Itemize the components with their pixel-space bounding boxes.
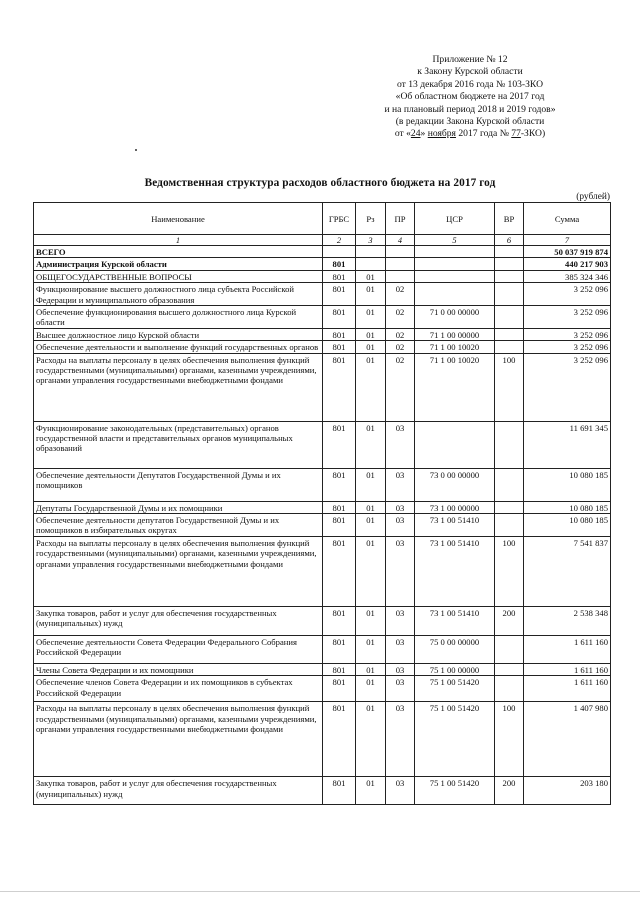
cell-name: Обеспечение функционирования высшего должностного лица Курской области	[34, 306, 323, 329]
col-number: 6	[495, 235, 524, 246]
cell-pr	[386, 258, 415, 270]
cell-name: Расходы на выплаты персоналу в целях обеспечения выполнения функций государственными (муниципальными) органами, казенными учреждениями, органами управления государственными внебюджетными фондами	[34, 702, 323, 777]
appendix-line: Приложение № 12	[432, 54, 508, 65]
cell-grbs: 801	[323, 676, 356, 702]
appendix-line: (в редакции Закона Курской области	[395, 116, 545, 128]
cell-grbs: 801	[323, 421, 356, 468]
cell-pr: 03	[386, 536, 415, 606]
cell-sum: 3 252 096	[524, 283, 611, 306]
cell-grbs: 801	[323, 663, 356, 675]
table-row	[34, 306, 611, 329]
col-header-pr: ПР	[386, 203, 415, 235]
table-row	[34, 777, 611, 805]
cell-grbs: 801	[323, 258, 356, 270]
cell-sum: 50 037 919 874	[524, 246, 611, 258]
cell-csr	[415, 421, 495, 468]
cell-name: Депутаты Государственной Думы и их помощники	[34, 501, 323, 513]
cell-vr: 100	[495, 353, 524, 421]
cell-grbs: 801	[323, 270, 356, 282]
cell-csr	[415, 246, 495, 258]
table-row	[34, 676, 611, 702]
table-row	[34, 341, 611, 353]
cell-grbs: 801	[323, 501, 356, 513]
cell-grbs: 801	[323, 353, 356, 421]
cell-vr	[495, 328, 524, 340]
cell-grbs: 801	[323, 514, 356, 537]
cell-pr: 03	[386, 606, 415, 635]
cell-rz: 01	[356, 468, 386, 501]
table-row	[34, 258, 611, 270]
cell-vr	[495, 501, 524, 513]
cell-pr: 03	[386, 514, 415, 537]
cell-name: Обеспечение деятельности Депутатов Государственной Думы и их помощников	[34, 468, 323, 501]
table-row	[34, 468, 611, 501]
table-row	[34, 606, 611, 635]
cell-sum: 11 691 345	[524, 421, 611, 468]
cell-pr: 02	[386, 353, 415, 421]
col-header-vr: ВР	[495, 203, 524, 235]
table-body	[34, 246, 611, 805]
cell-rz: 01	[356, 283, 386, 306]
cell-csr: 73 0 00 00000	[415, 468, 495, 501]
cell-vr	[495, 283, 524, 306]
cell-grbs: 801	[323, 306, 356, 329]
cell-rz: 01	[356, 501, 386, 513]
col-header-csr: ЦСР	[415, 203, 495, 235]
scan-speck	[135, 149, 137, 151]
appendix-line: «Об областном бюджете на 2017 год	[395, 91, 545, 103]
cell-csr	[415, 283, 495, 306]
cell-grbs: 801	[323, 606, 356, 635]
expenditure-table	[33, 202, 611, 805]
cell-sum: 1 611 160	[524, 663, 611, 675]
cell-name: Обеспечение деятельности Совета Федерации Федерального Собрания Российской Федерации	[34, 635, 323, 663]
table-row	[34, 702, 611, 777]
cell-pr: 02	[386, 306, 415, 329]
cell-grbs: 801	[323, 777, 356, 805]
cell-rz: 01	[356, 270, 386, 282]
cell-rz	[356, 246, 386, 258]
cell-name: Расходы на выплаты персоналу в целях обеспечения выполнения функций государственными (муниципальными) органами, казенными учреждениями, органами управления государственными внебюджетными фондами	[34, 536, 323, 606]
cell-vr	[495, 663, 524, 675]
cell-sum: 10 080 185	[524, 501, 611, 513]
cell-vr	[495, 635, 524, 663]
cell-pr: 02	[386, 283, 415, 306]
cell-grbs: 801	[323, 536, 356, 606]
cell-name: Закупка товаров, работ и услуг для обеспечения государственных (муниципальных) нужд	[34, 777, 323, 805]
cell-csr: 75 1 00 51420	[415, 676, 495, 702]
cell-name: Обеспечение деятельности депутатов Государственной Думы и их помощников в избирательных округах	[34, 514, 323, 537]
table-row	[34, 421, 611, 468]
cell-pr: 03	[386, 702, 415, 777]
cell-vr	[495, 514, 524, 537]
table-header-row	[34, 203, 611, 235]
cell-csr: 71 1 00 10020	[415, 341, 495, 353]
col-number: 5	[415, 235, 495, 246]
cell-rz: 01	[356, 306, 386, 329]
col-number: 2	[323, 235, 356, 246]
cell-csr: 71 0 00 00000	[415, 306, 495, 329]
cell-grbs: 801	[323, 702, 356, 777]
cell-sum: 3 252 096	[524, 341, 611, 353]
edition-prefix: от «	[394, 128, 411, 140]
edition-day: 24	[410, 128, 421, 140]
cell-name: Закупка товаров, работ и услуг для обеспечения государственных (муниципальных) нужд	[34, 606, 323, 635]
cell-csr: 73 1 00 00000	[415, 501, 495, 513]
col-header-name: Наименование	[34, 203, 323, 235]
cell-sum: 1 611 160	[524, 676, 611, 702]
table-row	[34, 283, 611, 306]
cell-vr	[495, 421, 524, 468]
cell-name: Функционирование законодательных (представительных) органов государственной власти и представительных органов муниципальных образований	[34, 421, 323, 468]
cell-grbs: 801	[323, 468, 356, 501]
col-number: 4	[386, 235, 415, 246]
cell-csr: 75 1 00 51420	[415, 777, 495, 805]
cell-name: Функционирование высшего должностного лица субъекта Российской Федерации и муниципального образования	[34, 283, 323, 306]
cell-csr: 73 1 00 51410	[415, 514, 495, 537]
cell-pr: 03	[386, 777, 415, 805]
cell-sum: 3 252 096	[524, 353, 611, 421]
cell-csr: 75 0 00 00000	[415, 635, 495, 663]
cell-vr: 200	[495, 777, 524, 805]
edition-month: ноября	[427, 128, 456, 140]
table-row	[34, 270, 611, 282]
cell-sum: 203 180	[524, 777, 611, 805]
cell-csr	[415, 270, 495, 282]
edition-year: 2017 года №	[455, 128, 512, 140]
cell-grbs: 801	[323, 283, 356, 306]
cell-sum: 1 611 160	[524, 635, 611, 663]
edition-suffix: -ЗКО)	[520, 128, 546, 140]
page-bottom-edge	[0, 891, 640, 892]
cell-rz: 01	[356, 514, 386, 537]
cell-name: ОБЩЕГОСУДАРСТВЕННЫЕ ВОПРОСЫ	[34, 270, 323, 282]
appendix-line: к Закону Курской области	[417, 66, 523, 78]
cell-pr	[386, 270, 415, 282]
cell-rz: 01	[356, 341, 386, 353]
cell-vr	[495, 306, 524, 329]
cell-vr	[495, 468, 524, 501]
col-header-grbs: ГРБС	[323, 203, 356, 235]
cell-vr	[495, 270, 524, 282]
cell-pr: 03	[386, 421, 415, 468]
table-row	[34, 246, 611, 258]
cell-csr: 73 1 00 51410	[415, 606, 495, 635]
cell-rz: 01	[356, 676, 386, 702]
cell-grbs: 801	[323, 341, 356, 353]
cell-name: Расходы на выплаты персоналу в целях обеспечения выполнения функций государственными (муниципальными) органами, казенными учреждениями, органами управления государственными внебюджетными фондами	[34, 353, 323, 421]
cell-sum: 7 541 837	[524, 536, 611, 606]
cell-sum: 1 407 980	[524, 702, 611, 777]
appendix-line: и на плановый период 2018 и 2019 годов»	[384, 103, 556, 115]
cell-sum: 10 080 185	[524, 514, 611, 537]
cell-pr: 03	[386, 468, 415, 501]
col-header-rz: Рз	[356, 203, 386, 235]
cell-grbs: 801	[323, 635, 356, 663]
table-row	[34, 328, 611, 340]
col-number: 1	[34, 235, 323, 246]
col-header-sum: Сумма	[524, 203, 611, 235]
edition-number: 77	[511, 128, 521, 140]
cell-sum: 2 538 348	[524, 606, 611, 635]
cell-csr: 73 1 00 51410	[415, 536, 495, 606]
cell-pr: 03	[386, 676, 415, 702]
table-row	[34, 635, 611, 663]
cell-vr: 100	[495, 702, 524, 777]
table-row	[34, 501, 611, 513]
edition-line	[330, 128, 610, 140]
cell-rz: 01	[356, 663, 386, 675]
cell-csr: 71 1 00 10020	[415, 353, 495, 421]
cell-rz: 01	[356, 635, 386, 663]
cell-vr	[495, 341, 524, 353]
cell-sum: 3 252 096	[524, 306, 611, 329]
table-row	[34, 514, 611, 537]
cell-pr	[386, 246, 415, 258]
edition-mid: »	[420, 128, 428, 140]
cell-name: Администрация Курской области	[34, 258, 323, 270]
document-title: Ведомственная структура расходов областного бюджета на 2017 год	[144, 177, 496, 189]
cell-csr: 71 1 00 00000	[415, 328, 495, 340]
cell-vr	[495, 246, 524, 258]
cell-name: Высшее должностное лицо Курской области	[34, 328, 323, 340]
table-row	[34, 353, 611, 421]
cell-csr: 75 1 00 00000	[415, 663, 495, 675]
cell-vr	[495, 258, 524, 270]
cell-name: Обеспечение членов Совета Федерации и их помощников в субъектах Российской Федерации	[34, 676, 323, 702]
cell-sum: 385 324 346	[524, 270, 611, 282]
col-number: 3	[356, 235, 386, 246]
cell-grbs	[323, 246, 356, 258]
unit-label: (рублей)	[576, 192, 610, 202]
table-row	[34, 663, 611, 675]
cell-rz	[356, 258, 386, 270]
col-number: 7	[524, 235, 611, 246]
cell-grbs: 801	[323, 328, 356, 340]
cell-rz: 01	[356, 702, 386, 777]
cell-pr: 03	[386, 663, 415, 675]
cell-rz: 01	[356, 328, 386, 340]
cell-sum: 3 252 096	[524, 328, 611, 340]
cell-rz: 01	[356, 421, 386, 468]
cell-vr	[495, 676, 524, 702]
cell-vr: 200	[495, 606, 524, 635]
cell-csr	[415, 258, 495, 270]
cell-name: Обеспечение деятельности и выполнение функций государственных органов	[34, 341, 323, 353]
cell-name: Члены Совета Федерации и их помощники	[34, 663, 323, 675]
cell-rz: 01	[356, 606, 386, 635]
table-row	[34, 536, 611, 606]
cell-pr: 02	[386, 328, 415, 340]
appendix-header	[330, 54, 610, 141]
cell-rz: 01	[356, 353, 386, 421]
appendix-line: от 13 декабря 2016 года № 103-ЗКО	[396, 78, 544, 90]
cell-pr: 03	[386, 501, 415, 513]
cell-sum: 10 080 185	[524, 468, 611, 501]
cell-csr: 75 1 00 51420	[415, 702, 495, 777]
cell-name: ВСЕГО	[34, 246, 323, 258]
cell-rz: 01	[356, 777, 386, 805]
cell-pr: 02	[386, 341, 415, 353]
cell-rz: 01	[356, 536, 386, 606]
cell-vr: 100	[495, 536, 524, 606]
cell-pr: 03	[386, 635, 415, 663]
column-number-row	[34, 235, 611, 246]
cell-sum: 440 217 903	[524, 258, 611, 270]
